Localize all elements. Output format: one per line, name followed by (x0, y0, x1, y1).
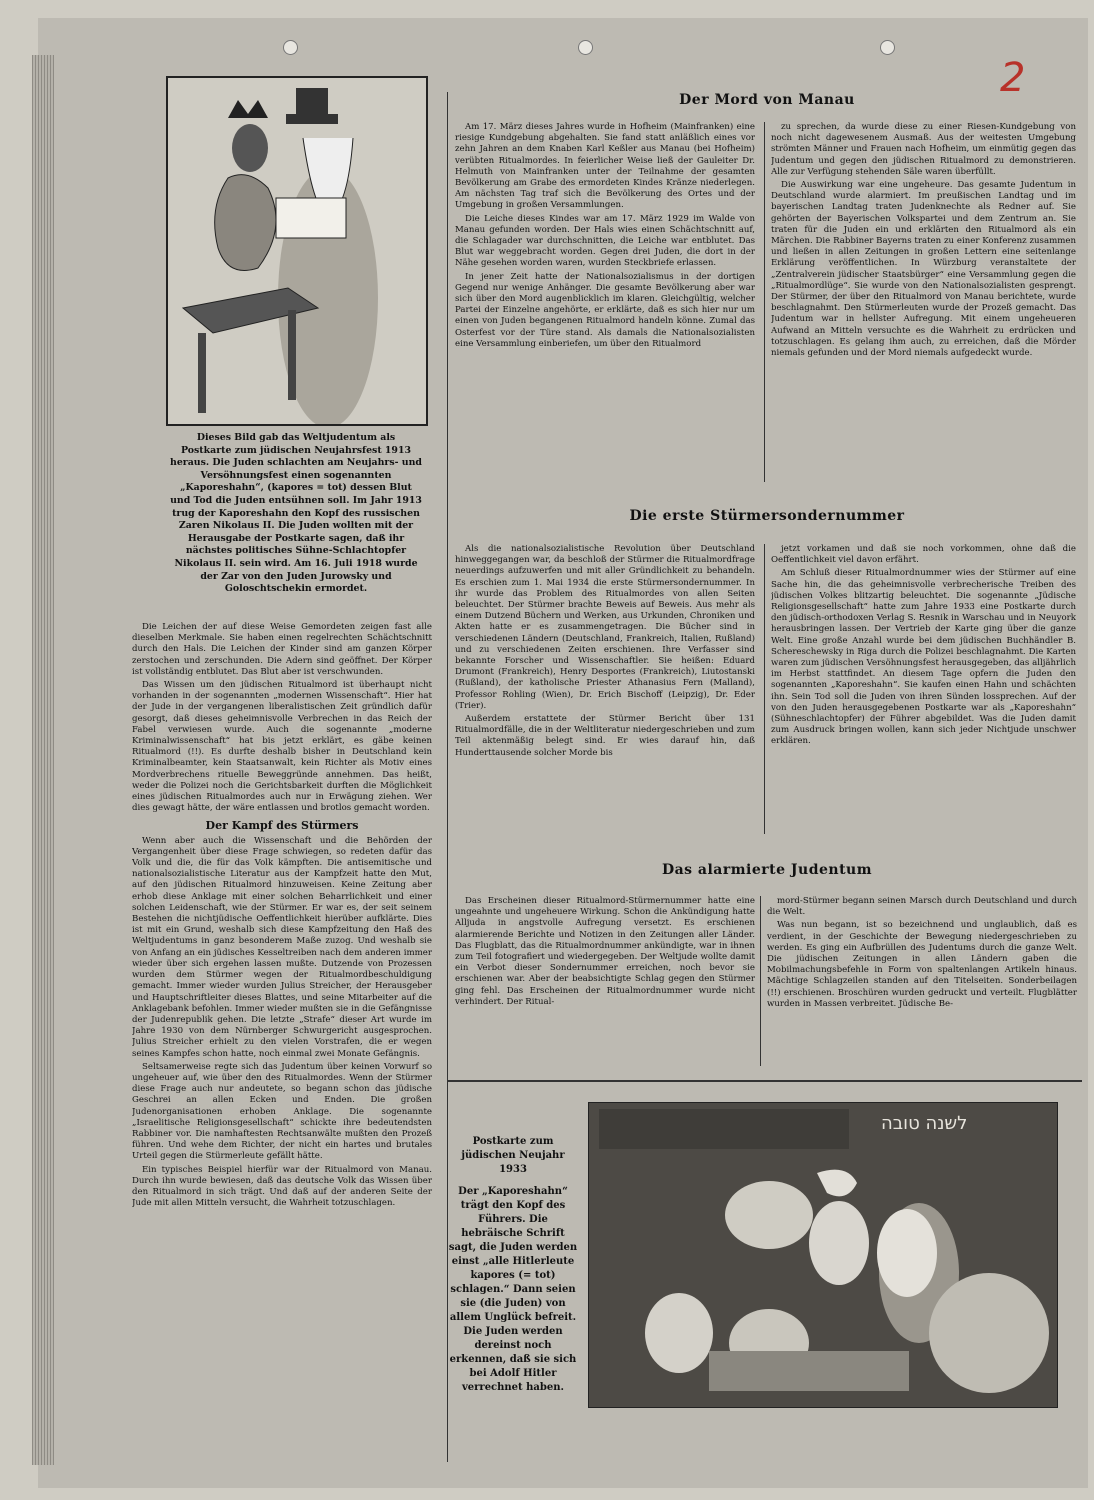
sonder-column-2 (771, 544, 1076, 834)
paragraph: Das Wissen um den jüdischen Ritualmord ist überhaupt nicht vorhanden in der sogenannten „modernen Wissenschaft“. Hier hat der Jude in der vergangenen liberalistischen Zeit gründlich dafür gesorgt, daß dieses geheimnisvolle Verbrechen in das Reich der Fabel verwiesen wurde. Auch die sogenannte „moderne Kriminalwissenschaft“ hat bis jetzt erklärt, es gäbe keinen Ritualmord (!!). Es durfte deshalb bisher in Deutschland kein Kriminalbeamter, kein Staatsanwalt, kein Richter als Motiv eines Mordverbrechens rituelle Beweggründe annehmen. Das heißt, weder die Polizei noch die Gerichtsbarkeit durften die Möglichkeit eines jüdischen Ritualmordes auch nur in Erwägung ziehen. Wer dies gewagt hätte, der wäre entlassen und brotlos gemacht worden. (132, 680, 432, 814)
manau-column-2 (771, 122, 1076, 482)
paragraph: Seltsamerweise regte sich das Judentum über keinen Vorwurf so ungeheuer auf, wie über den des Ritualmordes. Wenn der Stürmer diese Frage auch nur andeutete, so begann schon das jüdische Geschrei an allen Ecken und Enden. Die großen Judenorganisationen erhoben Anklage. Die sogenannte „Israelitische Religionsgesellschaft“ schickte ihre bedeutendsten Rabbiner vor. Die namhaftesten Rechtsanwälte mußten den Prozeß führen. Und wehe dem Richter, der nicht ein hartes und brutales Urteil gegen die Stürmerleute gefällt hätte. (132, 1061, 432, 1162)
photo-caption-title: Postkarte zum jüdischen Neujahr 1933 (461, 1136, 565, 1175)
illustration-kaporeshahn-1913 (166, 76, 428, 426)
alarm-column-2 (767, 896, 1077, 1066)
paragraph: Am Schluß dieser Ritualmordnummer wies der Stürmer auf eine Sache hin, die das geheimnisvolle verbrecherische Treiben des jüdischen Volkes blitzartig beleuchtet. Die sogenannte „Jüdische Religionsgesellschaft“ hatte zum Jahre 1933 eine Postkarte durch den jüdisch-orthodoxen Verlag S. Resnik in Warschau und in Neuyork herausbringen lassen. Der Vertrieb der Karte ging über die ganze Welt. Eine große Anzahl wurde bei dem jüdischen Buchhändler B. Schereschewsky in Riga durch die Polizei beschlagnahmt. Die Karten waren zum jüdischen Versöhnungsfest herausgegeben, das alljährlich im Herbst stattfindet. An diesem Tage opfern die Juden den sogenannten „Kaporeshahn“. Sie kaufen einen Hahn und schächten ihn. Sein Tod soll die Juden von ihren Sünden lossprechen. Auf der von den Juden herausgegebenen Postkarte war als „Kaporeshahn“ (Sühneschlachtopfer) der Führer abgebildet. Was die Juden damit zum Ausdruck bringen wollen, kann sich jeder Nichtjude unschwer erklären. (771, 568, 1076, 747)
paragraph: In jener Zeit hatte der Nationalsozialismus in der dortigen Gegend nur wenige Anhänger. Die gesamte Bevölkerung aber war sich über den Mord augenblicklich im klaren. Gleichgültig, welcher Partei der Einzelne angehörte, er erklärte, daß es sich hier nur um einen von Juden begangenen Ritualmord handeln könne. Zumal das Osterfest vor der Türe stand. Als damals die Nationalsozialisten eine Versammlung einberiefen, um über den Ritualmord (455, 271, 755, 349)
column-rule (764, 122, 765, 482)
paragraph: mord-Stürmer begann seinen Marsch durch Deutschland und durch die Welt. (767, 896, 1077, 918)
heading-sondernummer: Die erste Stürmersondernummer (629, 508, 905, 524)
column-rule (764, 544, 765, 834)
photo-hebrew-greeting: לשנה טובה (881, 1113, 968, 1134)
postcard-photo-image (589, 1103, 1057, 1407)
punch-hole (880, 40, 895, 55)
left-column (132, 622, 432, 1392)
section-divider (448, 1080, 1082, 1082)
paragraph: Ein typisches Beispiel hierfür war der Ritualmord von Manau. Durch ihn wurde bewiesen, daß das deutsche Volk das Wissen über den Ritualmord in sich trägt. Und daß auf der anderen Seite der Jude mit allen Mitteln versucht, die Wahrheit totzuschlagen. (132, 1164, 432, 1209)
paragraph: zu sprechen, da wurde diese zu einer Riesen-Kundgebung von noch nicht dagewesenem Ausmaß. Aus der weitesten Umgebung strömten Männer und Frauen nach Hofheim, um einmütig gegen das Judentum und gegen den jüdischen Ritualmord zu demonstrieren. Alle zur Verfügung stehenden Säle waren überfüllt. (771, 122, 1076, 177)
paragraph: Als die nationalsozialistische Revolution über Deutschland hinweggegangen war, da beschloß der Stürmer die Ritualmordfrage neuerdings aufzuwerfen und mit aller Gründlichkeit zu behandeln. Es erschien zum 1. Mai 1934 die erste Stürmersondernummer. In ihr wurde das Problem des Ritualmordes von allen Seiten beleuchtet. Der Stürmer brachte Beweis auf Beweis. Aus mehr als einem Dutzend Büchern und Werken, aus Urkunden, Chroniken und Akten hatte er es zusammengetragen. Die Bücher sind in verschiedenen Ländern (Deutschland, Frankreich, Italien, Rußland) und zu verschiedenen Zeiten erschienen. Ihre Verfasser sind bekannte Forscher und Wissenschaftler. Sie heißen: Eduard Drumont (Frankreich), Henry Desportes (Frankreich), Liutostanski (Rußland), der katholische Priester Athanasius Fern (Malland), Professor Rohling (Wien), Dr. Erich Bischoff (Leipzig), Dr. Eder (Trier). (455, 544, 755, 711)
paragraph: Die Leiche dieses Kindes war am 17. März 1929 im Walde von Manau gefunden worden. Der Hals wies einen Schächtschnitt auf, die Schlagader war durchschnitten, die Leiche war entblutet. Das Blut war weggebracht worden. Gegen drei Juden, die dort in der Nähe gesehen worden waren, wurden Steckbriefe erlassen. (455, 213, 755, 269)
heading-manau: Der Mord von Manau (679, 92, 855, 108)
paragraph: Die Leichen der auf diese Weise Gemordeten zeigen fast alle dieselben Merkmale. Sie haben einen regelrechten Schächtschnitt durch den Hals. Die Leichen der Kinder sind am ganzen Körper zerstochen und zerschunden. Die Adern sind geöffnet. Der Körper ist vollständig entblutet. Das Blut aber ist verschwunden. (132, 622, 432, 677)
postcard-photo-1933 (588, 1102, 1058, 1408)
paragraph: Was nun begann, ist so bezeichnend und unglaublich, daß es verdient, in der Geschichte der Bewegung niedergeschrieben zu werden. Es ging ein Aufbrüllen des Judentums durch die ganze Welt. Die jüdischen Zeitungen in allen Ländern gaben die Mobilmachungsbefehle in Form von spaltenlangen Artikeln hinaus. Mächtige Schlagzeilen standen auf den Titelseiten. Sonderbeilagen (!!) erschienen. Broschüren wurden gedruckt und verteilt. Flugblätter wurden in Massen verbreitet. Jüdische Be- (767, 920, 1077, 1009)
heading-alarmiert: Das alarmierte Judentum (661, 862, 873, 878)
stacked-page-edges (32, 55, 54, 1465)
punch-hole (578, 40, 593, 55)
paragraph: Außerdem erstattete der Stürmer Bericht über 131 Ritualmordfälle, die in der Weltliteratur niedergeschrieben und zum Teil aktenmäßig belegt sind. Er wies darauf hin, daß Hunderttausende solcher Morde bis (455, 714, 755, 758)
paragraph: Wenn aber auch die Wissenschaft und die Behörden der Vergangenheit über diese Frage schwiegen, so redeten dafür das Volk und die, die für das Volk kämpften. Die antisemitische und nationalsozialistische Literatur aus der Kampfzeit hatte den Mut, auf den jüdischen Ritualmord hinzuweisen. Keine Zeitung aber erhob diese Anklage mit einer solchen Beharrlichkeit und einer solchen Leidenschaft, wie der Stürmer. Er war es, der seit seinem Bestehen die nichtjüdische Oeffentlichkeit hierüber aufklärte. Dies ist mit ein Grund, weshalb sich diese Kampfzeitung den Haß des Weltjudentums in ganz besonderem Maße zuzog. Und weshalb sie von Anfang an ein jüdisches Kesseltreiben nach dem anderen immer wieder über sich ergehen lassen mußte. Dutzende von Prozessen wurden dem Stürmer wegen der Ritualmordbeschuldigung gemacht. Immer wieder wurden Julius Streicher, der Herausgeber und Hauptschriftleiter dieses Blattes, und seine Mitarbeiter auf die Anklagebank befohlen. Immer wieder mußten sie in die Gefängnisse der Judenrepublik gehen. Die letzte „Strafe“ dieser Art wurde im Jahre 1930 von dem Nürnberger Schwurgericht ausgesprochen. Julius Streicher erhielt zu den vielen Vorstrafen, die er wegen seines Kampfes schon hatte, noch einmal zwei Monate Gefängnis. (132, 835, 432, 1059)
sonder-column-1 (455, 544, 755, 834)
paragraph: Das Erscheinen dieser Ritualmord-Stürmernummer hatte eine ungeahnte und ungeheuere Wirkung. Schon die Ankündigung hatte Alljuda in angstvolle Aufregung versetzt. Es erschienen alarmierende Berichte und Notizen in den Zeitungen aller Länder. Das Flugblatt, das die Ritualmordnummer ankündigte, war in ihnen zum Teil fotografiert und wiedergegeben. Der Weltjude wollte damit ein Verbot dieser Sondernummer erreichen, noch bevor sie erschienen war. Aber der beabsichtigte Schlag gegen den Stürmer ging fehl. Das Erscheinen der Ritualmordnummer wurde nicht verhindert. Der Ritual- (455, 896, 755, 1007)
paragraph: Am 17. März dieses Jahres wurde in Hofheim (Mainfranken) eine riesige Kundgebung abgehalten. Sie fand statt anläßlich eines vor zehn Jahren an dem Knaben Karl Keßler aus Manau (bei Hofheim) verübten Ritualmordes. In feierlicher Weise ließ der Gauleiter Dr. Helmuth von Mainfranken unter der Teilnahme der gesamten Bevölkerung am Grabe des ermordeten Kindes Kränze niederlegen. Am nächsten Tag traf sich die Bevölkerung des Ortes und der Umgebung in großen Versammlungen. (455, 122, 755, 211)
paragraph: Die Auswirkung war eine ungeheure. Das gesamte Judentum in Deutschland wurde alarmiert. Im preußischen Landtag und im bayerischen Landtag traten Judenknechte als Redner auf. Sie gehörten der Bayerischen Volkspartei und dem Zentrum an. Sie traten für die Juden ein und erklärten den Ritualmord als ein Märchen. Die Rabbiner Bayerns traten zu einer Konferenz zusammen und ließen in allen Zeitungen in großen Lettern eine seitenlange Erklärung veröffentlichen. In Würzburg veranstaltete der „Zentralverein jüdischer Staatsbürger“ eine Versammlung gegen die „Ritualmordlüge“. Sie wurde von den Nationalsozialisten gesprengt. Der Stürmer, der über den Ritualmord von Manau berichtete, wurde beschlagnahmt. Den Stürmerleuten wurde der Prozeß gemacht. Das Judentum war in hellster Aufregung. Mit einem ungeheueren Aufwand an Mitteln versuchte es die Wahrheit zu erdrücken und totzuschlagen. Es gelang ihm auch, zu erreichen, daß die Mörder niemals gefunden und der Mord niemals aufgedeckt wurde. (771, 180, 1076, 359)
alarm-column-1 (455, 896, 755, 1066)
photo-caption-text: Der „Kaporeshahn“ trägt den Kopf des Führers. Die hebräische Schrift sagt, die Juden werden einst „alle Hitlerleute kapores (= tot) schlagen.“ Dann seien sie (die Juden) von allem Unglück befreit. Die Juden werden dereinst noch erkennen, daß sie sich bei Adolf Hitler verrechnet haben. (448, 1186, 578, 1393)
paragraph: jetzt vorkamen und daß sie noch vorkommen, ohne daß die Oeffentlichkeit viel davon erfährt. (771, 544, 1076, 566)
manau-column-1 (455, 122, 755, 482)
illustration-drawing (168, 78, 426, 424)
punch-hole (283, 40, 298, 55)
column-rule (760, 896, 761, 1066)
illustration-caption: Dieses Bild gab das Weltjudentum als Postkarte zum jüdischen Neujahrsfest 1913 heraus. Die Juden schlachten am Neujahrs- und Versöhnungsfest einen sogenannten „Kaporeshahn“, (kapores = tot) dessen Blut und Tod die Juden entsühnen soll. Im Jahr 1913 trug der Kaporeshahn den Kopf des russischen Zaren Nikolaus II. Die Juden wollten mit der Herausgabe der Postkarte sagen, daß ihr nächstes politisches Sühne-Schlachtopfer Nikolaus II. sein wird. Am 16. Juli 1918 wurde der Zar von den Juden Jurowsky und Goloschtschekin ermordet. (170, 432, 422, 595)
photo-caption-box (447, 1135, 579, 1395)
handwritten-page-mark: 2 (1000, 55, 1026, 101)
subheading-kampf: Der Kampf des Stürmers (205, 819, 359, 833)
